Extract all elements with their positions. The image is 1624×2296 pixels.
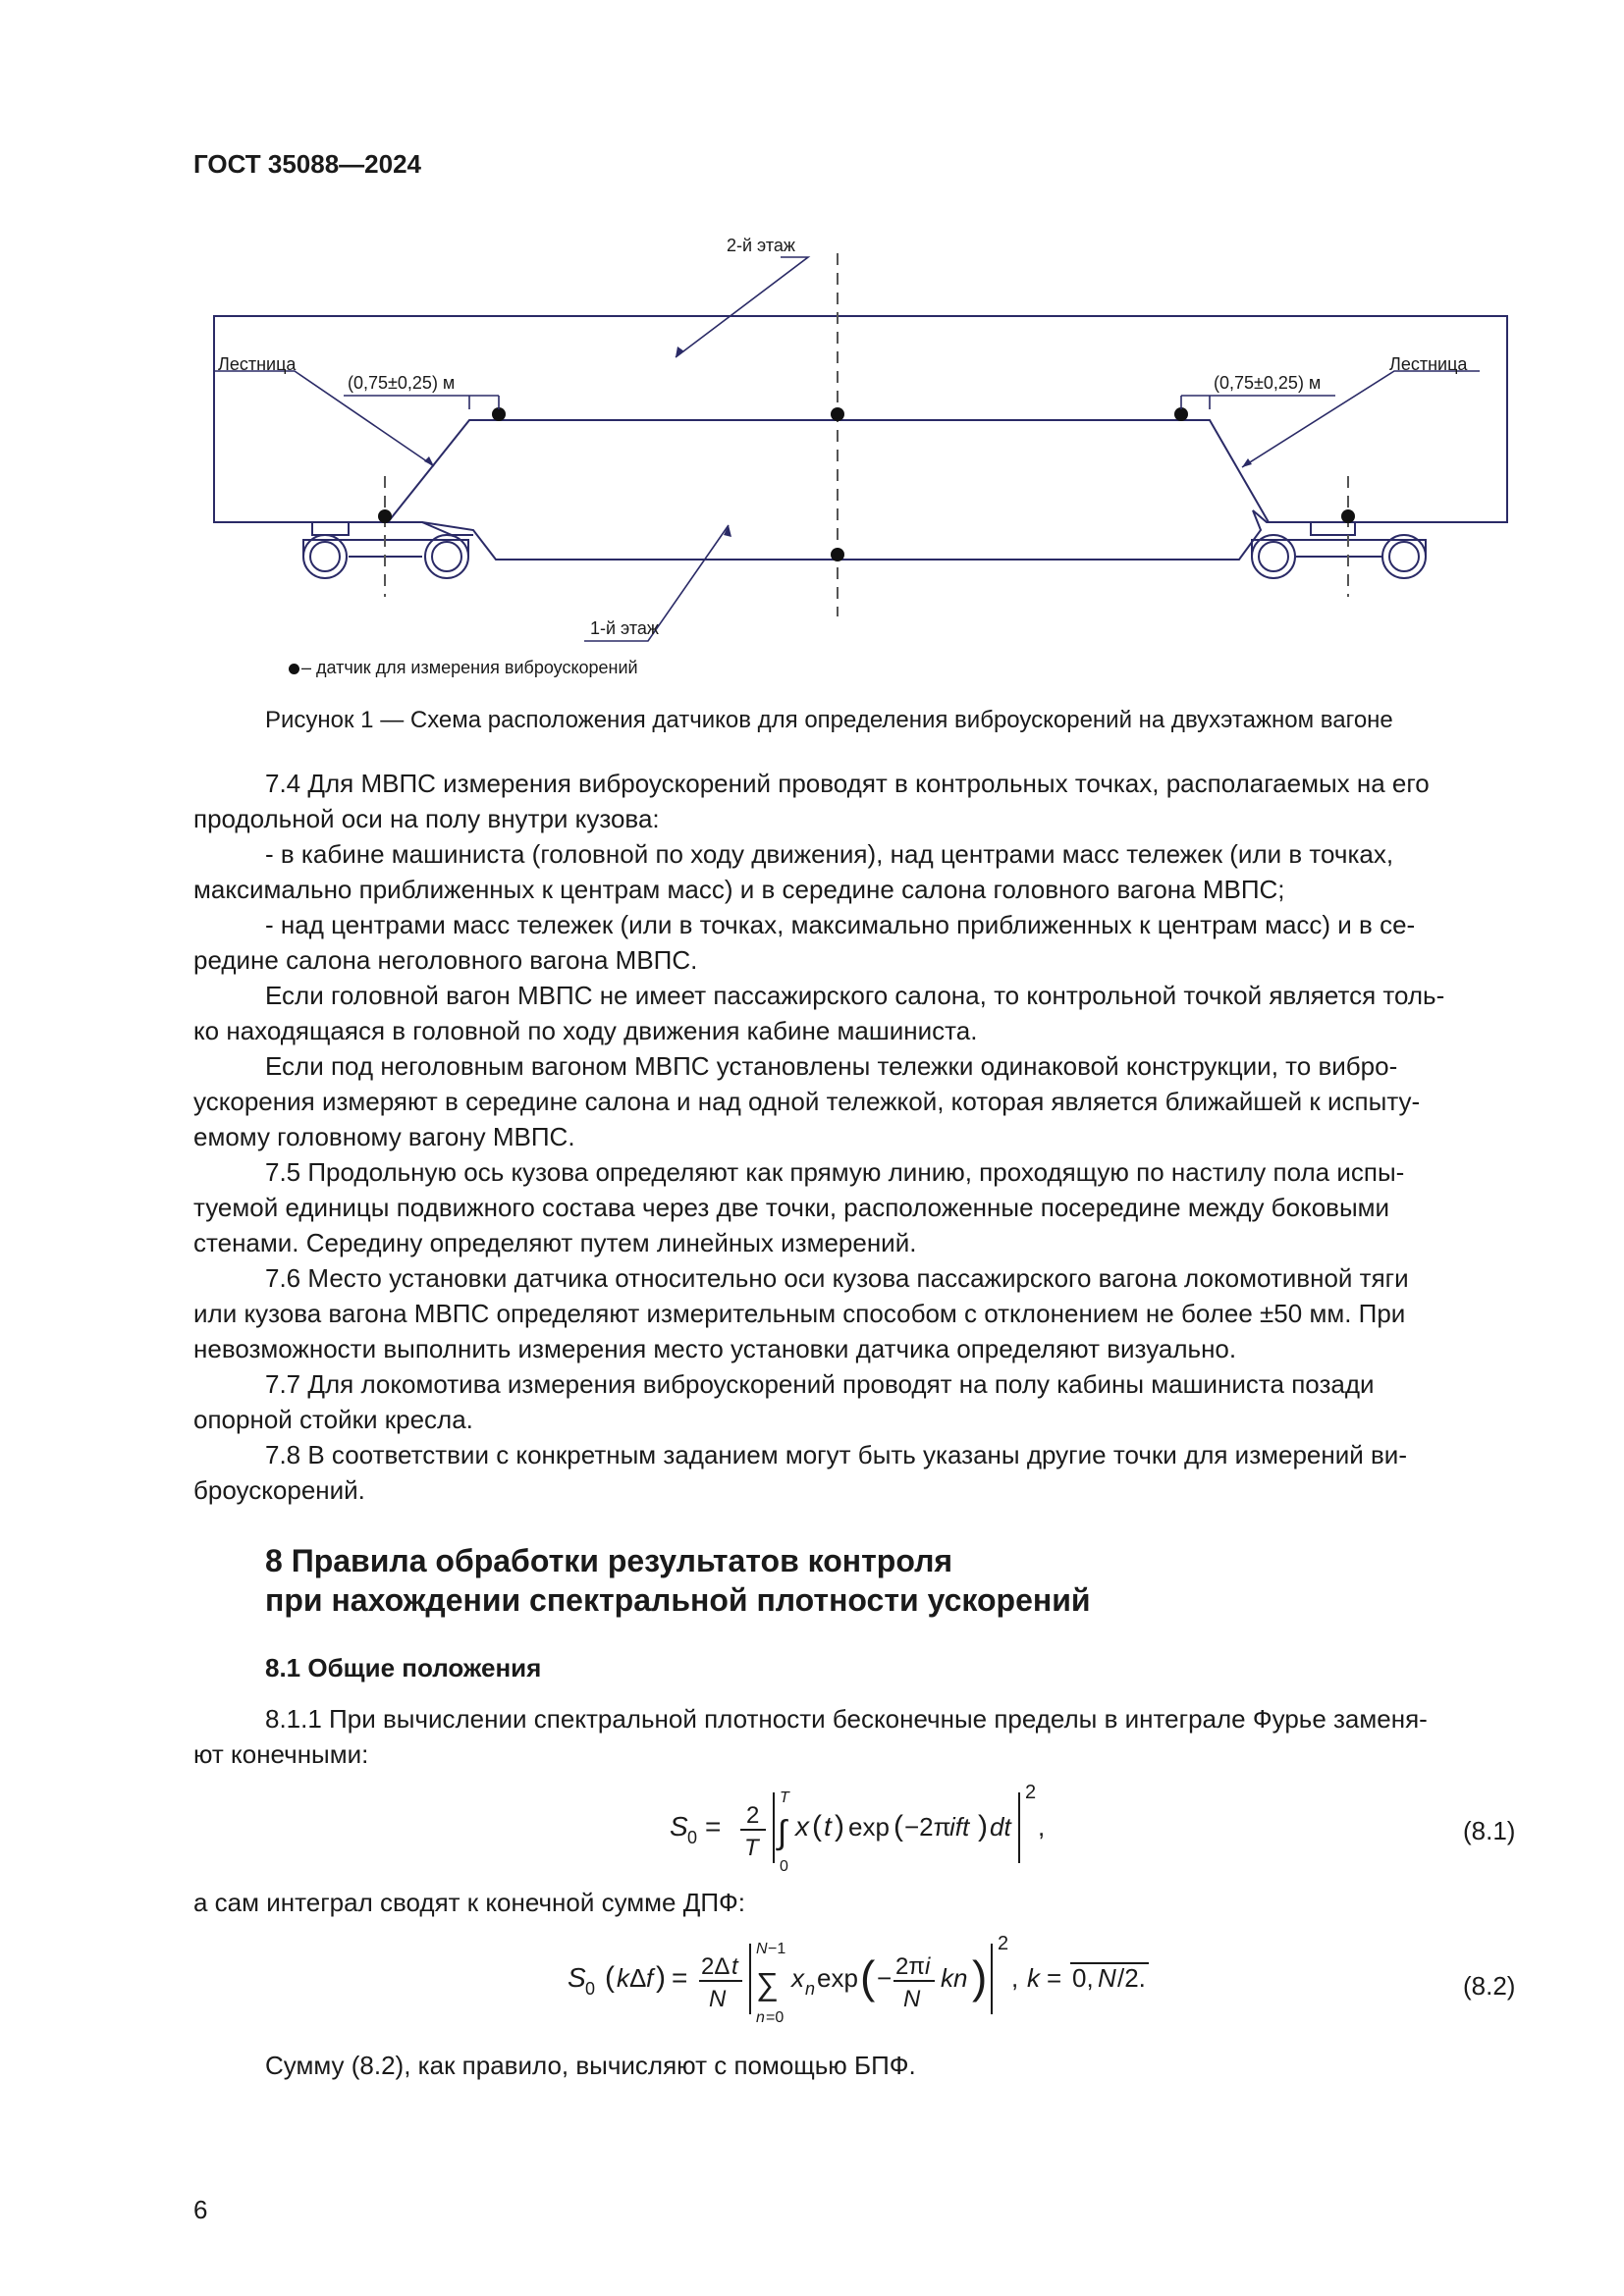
svg-text:Δ: Δ: [629, 1963, 647, 1993]
body-line: редине салона неголовного вагона МВПС.: [193, 945, 698, 975]
svg-text:): ): [656, 1961, 666, 1994]
svg-text:=: =: [672, 1962, 688, 1993]
sensor-dot: [378, 509, 392, 523]
sensor-legend-icon: [289, 664, 299, 674]
svg-text:n: n: [756, 2009, 765, 2026]
body-line: 7.8 В соответствии с конкретным заданием могут быть указаны другие точки для измерений ви-: [265, 1440, 1407, 1469]
sensor-dot: [1174, 407, 1188, 421]
svg-text:): ): [972, 1951, 988, 2002]
svg-text:N: N: [903, 1986, 921, 2012]
svg-text:(: (: [860, 1951, 876, 2002]
body-line: 7.7 Для локомотива измерения виброускорений проводят на полу кабины машиниста позади: [265, 1369, 1375, 1399]
svg-text:2: 2: [746, 1802, 760, 1829]
svg-text:∫: ∫: [778, 1814, 787, 1851]
svg-text:0,: 0,: [1072, 1963, 1094, 1993]
label-floor1: 1-й этаж: [590, 618, 659, 638]
legend: [289, 658, 638, 678]
svg-text:=0: =0: [766, 2009, 785, 2026]
svg-text:S: S: [568, 1962, 586, 1993]
label-stairs-left: Лестница: [218, 354, 297, 374]
svg-text:x: x: [791, 1963, 804, 1993]
svg-text:N: N: [756, 1941, 768, 1957]
svg-text:−2π: −2π: [904, 1812, 951, 1842]
body-line: максимально приближенных к центрам масс) и в середине салона головного вагона МВПС;: [193, 875, 1285, 904]
body-line: стенами. Середину определяют путем линейных измерений.: [193, 1228, 917, 1257]
label-dim-right: (0,75±0,25) м: [1214, 373, 1322, 393]
sensor-dot: [831, 548, 844, 561]
svg-text:2π: 2π: [895, 1953, 925, 1980]
body-line: 7.5 Продольную ось кузова определяют как прямую линию, проходящую по настилу пола испы-: [265, 1157, 1405, 1187]
label-dim-left: (0,75±0,25) м: [348, 373, 456, 393]
svg-text:f: f: [646, 1963, 654, 1993]
svg-text:,: ,: [1038, 1812, 1046, 1842]
subsection-8-1-title: 8.1 Общие положения: [265, 1653, 542, 1682]
body-line: невозможности выполнить измерения место установки датчика определяют визуально.: [193, 1334, 1237, 1363]
svg-text:0: 0: [687, 1828, 698, 1847]
svg-text:ift: ift: [949, 1812, 970, 1842]
page-number: 6: [193, 2195, 208, 2224]
body-line: броускорений.: [193, 1475, 365, 1505]
body-line: ют конечными:: [193, 1739, 369, 1769]
body-line: емому головному вагону МВПС.: [193, 1122, 575, 1151]
body-line: или кузова вагона МВПС определяют измерительным способом с отклонением не более ±50 мм. При: [193, 1299, 1406, 1328]
body-line: 7.4 Для МВПС измерения виброускорений проводят в контрольных точках, располагаемых на его: [265, 769, 1430, 798]
legend-text: – датчик для измерения виброускорений: [301, 658, 638, 677]
body-line: Если головной вагон МВПС не имеет пассажирского салона, то контрольной точкой является толь-: [265, 981, 1445, 1010]
bogie-right: [1252, 535, 1426, 578]
svg-text:∑: ∑: [756, 1966, 779, 2002]
body-line: Если под неголовным вагоном МВПС установлены тележки одинаковой конструкции, то вибро-: [265, 1051, 1398, 1081]
svg-text:N: N: [1098, 1963, 1116, 1993]
svg-text:): ): [835, 1810, 844, 1842]
label-stairs-right: Лестница: [1389, 354, 1468, 374]
underframe-line: [312, 522, 473, 535]
svg-text:k: k: [617, 1963, 629, 1993]
body-line: а сам интеграл сводят к конечной сумме ДПФ:: [193, 1888, 746, 1917]
body-line: ко находящаяся в головной по ходу движения кабине машиниста.: [193, 1016, 978, 1045]
dim-left: [344, 396, 499, 409]
svg-text:T: T: [744, 1835, 759, 1861]
svg-text:T: T: [780, 1789, 789, 1806]
svg-text:−: −: [877, 1963, 893, 1993]
figure-double-deck-car: [0, 0, 1624, 707]
svg-text:exp: exp: [817, 1963, 858, 1993]
svg-text:x: x: [795, 1811, 809, 1842]
svg-text:S: S: [670, 1811, 688, 1842]
document-header: ГОСТ 35088—2024: [193, 149, 421, 179]
section-8-title-line2: при нахождении спектральной плотности ускорений: [265, 1582, 1091, 1618]
svg-text:=: =: [1047, 1963, 1062, 1993]
body-line: - в кабине машиниста (головной по ходу движения), над центрами масс тележек (или в точках,: [265, 839, 1394, 869]
leader-floor2: [676, 257, 808, 357]
dim-right: [1181, 396, 1335, 409]
svg-text:−1: −1: [768, 1941, 786, 1957]
svg-text:(: (: [893, 1810, 903, 1842]
svg-text:=: =: [705, 1811, 722, 1842]
body-line: 7.6 Место установки датчика относительно оси кузова пассажирского вагона локомотивной тяги: [265, 1263, 1409, 1293]
svg-text:2: 2: [998, 1933, 1009, 1954]
sensor-dot: [1341, 509, 1355, 523]
svg-text:k: k: [1027, 1963, 1040, 1993]
body-line: ускорения измеряют в середине салона и над одной тележкой, которая является ближайшей к испыту-: [193, 1087, 1421, 1116]
equation-8-1-number: (8.1): [1463, 1816, 1516, 1845]
svg-text:0: 0: [780, 1858, 788, 1875]
sensor-dot: [492, 407, 506, 421]
svg-text:kn: kn: [941, 1963, 968, 1993]
svg-text:): ): [978, 1810, 988, 1842]
svg-text:t: t: [731, 1953, 738, 1980]
body-line: туемой единицы подвижного состава через две точки, расположенные посередине между боковыми: [193, 1193, 1390, 1222]
svg-text:exp: exp: [848, 1812, 890, 1842]
section-8-title-line1: 8 Правила обработки результатов контроля: [265, 1543, 953, 1578]
svg-text:/2.: /2.: [1117, 1963, 1146, 1993]
upper-floor-line: [388, 420, 1269, 522]
label-floor2: 2-й этаж: [727, 236, 795, 255]
svg-text:,: ,: [1011, 1963, 1019, 1993]
equation-8-2-number: (8.2): [1463, 1971, 1516, 2001]
svg-text:n: n: [805, 1979, 816, 1999]
svg-text:2: 2: [1025, 1782, 1037, 1803]
svg-text:(: (: [605, 1961, 615, 1994]
svg-text:N: N: [709, 1986, 727, 2012]
svg-text:t: t: [824, 1811, 832, 1842]
equation-8-2: [560, 1924, 1168, 2032]
svg-text:2Δ: 2Δ: [701, 1953, 731, 1980]
body-line: 8.1.1 При вычислении спектральной плотности бесконечные пределы в интеграле Фурье заменя-: [265, 1704, 1428, 1734]
svg-text:(: (: [812, 1810, 822, 1842]
body-line: - над центрами масс тележек (или в точках, максимально приближенных к центрам масс) и в се-: [265, 910, 1416, 939]
body-line: Сумму (8.2), как правило, вычисляют с помощью БПФ.: [265, 2051, 916, 2080]
svg-text:0: 0: [585, 1979, 596, 1999]
body-line: опорной стойки кресла.: [193, 1405, 473, 1434]
svg-text:dt: dt: [990, 1812, 1011, 1842]
svg-text:i: i: [925, 1953, 931, 1980]
equation-8-1: [668, 1773, 1060, 1881]
body-line: продольной оси на полу внутри кузова:: [193, 804, 660, 833]
car-body-outline: [214, 316, 1507, 560]
sensor-dot: [831, 407, 844, 421]
figure-caption: Рисунок 1 — Схема расположения датчиков для определения виброускорений на двухэтажном вагоне: [265, 707, 1393, 733]
